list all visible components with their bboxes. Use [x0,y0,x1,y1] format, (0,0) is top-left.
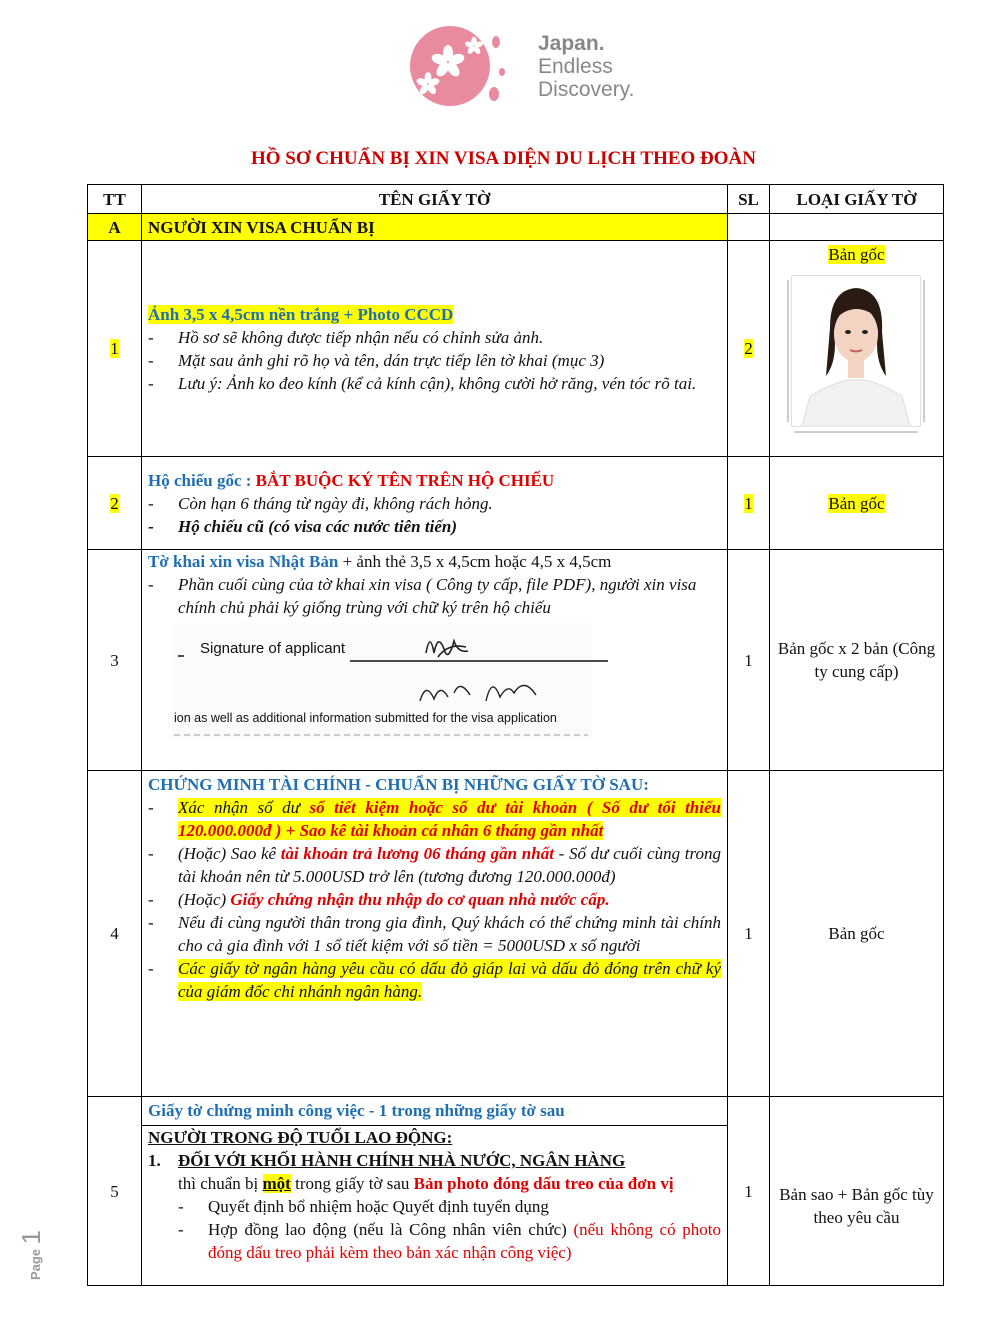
row5-list [148,1195,721,1264]
row4-sl: 1 [728,771,770,1097]
page-number [16,1230,47,1280]
row5-text-3: trong giấy tờ sau [290,1174,414,1193]
list-item [148,842,721,888]
header-type: LOẠI GIẤY TỜ [770,185,944,214]
row5-subtitle: NGƯỜI TRONG ĐỘ TUỔI LAO ĐỘNG: [148,1128,453,1147]
table-row-2 [88,457,944,550]
row2-type-value: Bản gốc [828,493,885,513]
row2-title: Hộ chiếu gốc : [148,470,256,490]
signature-form-text: ion as well as additional information submitted for the visa application [174,711,557,725]
section-a-sl [728,214,770,241]
document-title: HỒ SƠ CHUẨN BỊ XIN VISA DIỆN DU LỊCH THEO ĐOÀN [250,148,756,169]
header-sl: SL [728,185,770,214]
list-item [148,796,721,842]
signature-label: Signature of applicant [200,640,346,657]
logo-line2: Endless [538,55,613,78]
row3-tt: 3 [88,550,142,771]
row4-list [148,796,721,1003]
sakura-logo-icon [408,22,508,112]
row2-title-warning: BẮT BUỘC KÝ TÊN TRÊN HỘ CHIẾU [255,470,555,490]
list-item [148,957,721,1003]
list-item: - Mặt sau ảnh ghi rõ họ và tên, dán trực tiếp lên tờ khai (mục 3) [148,349,721,372]
row2-type [770,457,944,550]
row1-sl-value: 2 [744,339,753,358]
row5-heading: ĐỐI VỚI KHỐI HÀNH CHÍNH NHÀ NƯỚC, NGÂN HÀNG [178,1151,626,1170]
row5-number: 1. [148,1151,161,1170]
row5-type: Bản sao + Bản gốc tùy theo yêu cầu [770,1097,944,1286]
row4-item3-b: Giấy chứng nhận thu nhập do cơ quan nhà nước cấp. [230,890,610,909]
row4-item3-a: (Hoặc) [178,890,231,909]
row5-text-1: thì chuẩn bị [178,1174,263,1193]
list-item: - Còn hạn 6 tháng từ ngày đi, không rách hỏng. [148,492,721,515]
list-item [178,1218,721,1264]
list-item: - Hộ chiếu cũ (có visa các nước tiên tiến) [148,515,721,538]
section-a-type [770,214,944,241]
row5-text-4: Bản photo đóng dấu treo của đơn vị [413,1174,674,1193]
list-item: - Lưu ý: Ảnh ko đeo kính (kể cả kính cận), không cười hở răng, vén tóc rõ tai. [148,372,721,395]
list-item: - Nếu đi cùng người thân trong gia đình, Quý khách có thể chứng minh tài chính cho cả gia đình với 1 sổ tiết kiệm với số tiền = 5000USD x số người [148,911,721,957]
row1-content [142,241,728,457]
signature-sample [148,623,588,741]
row2-content [142,457,728,550]
logo-line1: Japan. [538,32,605,55]
header-tt: TT [88,185,142,214]
row1-tt-value: 1 [110,339,119,358]
row5-item2-b: (nếu không có photo đóng dấu treo phải kèm theo bản xác nhận công việc) [208,1220,721,1262]
row1-list [148,326,721,395]
row5-text-2: một [262,1174,291,1193]
section-a-tt: A [88,214,142,241]
row5-item2-a: Hợp đồng lao động (nếu là Công nhân viên chức) [208,1220,574,1239]
row3-list [148,573,721,619]
table-row-1 [88,241,944,457]
table-row-3 [88,550,944,771]
passport-photo-sample [782,268,932,438]
row4-title: CHỨNG MINH TÀI CHÍNH - CHUẨN BỊ NHỮNG GIẤY TỜ SAU: [148,775,649,794]
row3-sl: 1 [728,550,770,771]
row5-title: Giấy tờ chứng minh công việc - 1 trong những giấy tờ sau [142,1097,727,1126]
row3-type: Bản gốc x 2 bản (Công ty cung cấp) [770,550,944,771]
logo-line3: Discovery. [538,78,635,101]
row2-tt-value: 2 [110,493,119,513]
row4-tt: 4 [88,771,142,1097]
documents-table [87,184,944,1286]
list-item: - Quyết định bổ nhiệm hoặc Quyết định tuyển dụng [178,1195,721,1218]
page-number-value: 1 [16,1230,46,1245]
row3-title: Tờ khai xin visa Nhật Bản [148,552,339,571]
row1-tt [88,241,142,457]
row4-content [142,771,728,1097]
header-name: TÊN GIẤY TỜ [142,185,728,214]
table-header-row [88,185,944,214]
row4-item1-a: Xác nhận số dư [178,798,310,817]
japan-logo [408,22,635,112]
row4-item2-b: tài khoản trả lương 06 tháng gần nhất [280,844,554,863]
section-a-name: NGƯỜI XIN VISA CHUẨN BỊ [142,214,728,241]
row2-list [148,492,721,538]
row4-item2-c: - Số dư cuối cùng trong tài khoản nên từ 5.000USD trở lên (tương đương 120.000.000đ) [178,844,721,886]
row4-item2-a: (Hoặc) Sao kê [178,844,281,863]
row1-type [770,241,944,457]
row5-content [142,1097,728,1286]
row1-sl [728,241,770,457]
row1-type-value: Bản gốc [828,245,885,264]
logo-text [538,32,634,101]
row2-sl [728,457,770,550]
row5-sl: 1 [728,1097,770,1286]
row4-item1-b: sổ tiết kiệm hoặc số dư tài khoản ( Số dư tối thiểu 120.000.000đ ) + Sao kê tài khoản cá nhân 6 tháng gần nhất [178,798,721,840]
row3-content [142,550,728,771]
row4-item5: Các giấy tờ ngân hàng yêu cầu có dấu đỏ giáp lai và dấu đỏ đóng trên chữ ký của giám đốc chi nhánh ngân hàng. [178,959,721,1001]
table-row-4 [88,771,944,1097]
row4-type: Bản gốc [770,771,944,1097]
list-item: - Hồ sơ sẽ không được tiếp nhận nếu có chỉnh sửa ảnh. [148,326,721,349]
row3-title-extra: + ảnh thẻ 3,5 x 4,5cm hoặc 4,5 x 4,5cm [338,552,612,571]
row5-tt: 5 [88,1097,142,1286]
section-a-row [88,214,944,241]
row2-sl-value: 1 [744,493,753,513]
list-item: - Phần cuối cùng của tờ khai xin visa ( Công ty cấp, file PDF), người xin visa chính chủ phải ký giống trùng với chữ ký trên hộ chiếu [148,573,721,619]
table-row-5 [88,1097,944,1286]
row1-title: Ảnh 3,5 x 4,5cm nền trắng + Photo CCCD [148,304,454,324]
list-item [148,888,721,911]
page-word: Page [28,1248,43,1280]
row2-tt [88,457,142,550]
